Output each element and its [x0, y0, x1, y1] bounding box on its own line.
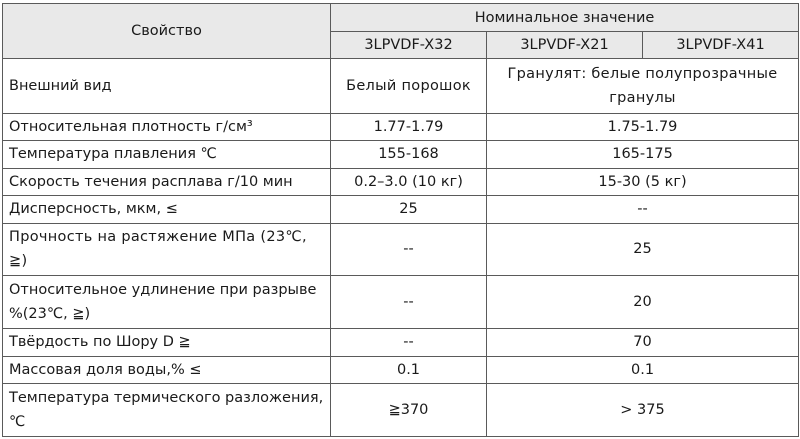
row-property: Температура плавления ℃: [3, 141, 331, 168]
header-nominal-value: Номинальное значение: [331, 4, 799, 32]
header-grade-x41: 3LPVDF-X41: [643, 32, 799, 59]
row-value-x32: --: [331, 223, 487, 276]
row-value-x32: 0.1: [331, 356, 487, 383]
table-row: [3, 356, 799, 383]
row-property: Дисперсность, мкм, ≤: [3, 196, 331, 223]
table-row: [3, 141, 799, 168]
row-value-x32: 1.77-1.79: [331, 113, 487, 140]
row-property: Прочность на растяжение МПа (23℃, ≧): [3, 223, 331, 276]
row-value-x32: Белый порошок: [331, 59, 487, 114]
row-value-x21-x41: --: [487, 196, 799, 223]
row-value-x21-x41: 25: [487, 223, 799, 276]
row-value-x32: 0.2–3.0 (10 кг): [331, 168, 487, 195]
table-row: [3, 223, 799, 276]
row-value-x21-x41: > 375: [487, 384, 799, 437]
row-property: Внешний вид: [3, 59, 331, 114]
row-value-x21-x41: 70: [487, 329, 799, 356]
row-value-x32: ≧370: [331, 384, 487, 437]
table-row: [3, 168, 799, 195]
row-value-x21-x41: Гранулят: белые полупрозрачные гранулы: [487, 59, 799, 114]
row-value-x21-x41: 15-30 (5 кг): [487, 168, 799, 195]
row-value-x21-x41: 0.1: [487, 356, 799, 383]
row-value-x32: 155-168: [331, 141, 487, 168]
table-row: [3, 196, 799, 223]
row-property: Относительная плотность г/см³: [3, 113, 331, 140]
row-value-x21-x41: 1.75-1.79: [487, 113, 799, 140]
row-value-x32: --: [331, 329, 487, 356]
row-value-x32: --: [331, 276, 487, 329]
row-value-x21-x41: 20: [487, 276, 799, 329]
row-property: Твёрдость по Шору D ≧: [3, 329, 331, 356]
row-value-x32: 25: [331, 196, 487, 223]
row-property: Массовая доля воды,% ≤: [3, 356, 331, 383]
properties-table: [2, 3, 799, 437]
row-value-x21-x41: 165-175: [487, 141, 799, 168]
header-property: Свойство: [3, 4, 331, 59]
header-grade-x32: 3LPVDF-X32: [331, 32, 487, 59]
table-row: [3, 59, 799, 114]
table-row: [3, 329, 799, 356]
row-property: Температура термического разложения, ℃: [3, 384, 331, 437]
header-grade-x21: 3LPVDF-X21: [487, 32, 643, 59]
table-row: [3, 276, 799, 329]
table-row: [3, 113, 799, 140]
row-property: Относительное удлинение при разрыве %(23℃, ≧): [3, 276, 331, 329]
table-row: [3, 384, 799, 437]
row-property: Скорость течения расплава г/10 мин: [3, 168, 331, 195]
